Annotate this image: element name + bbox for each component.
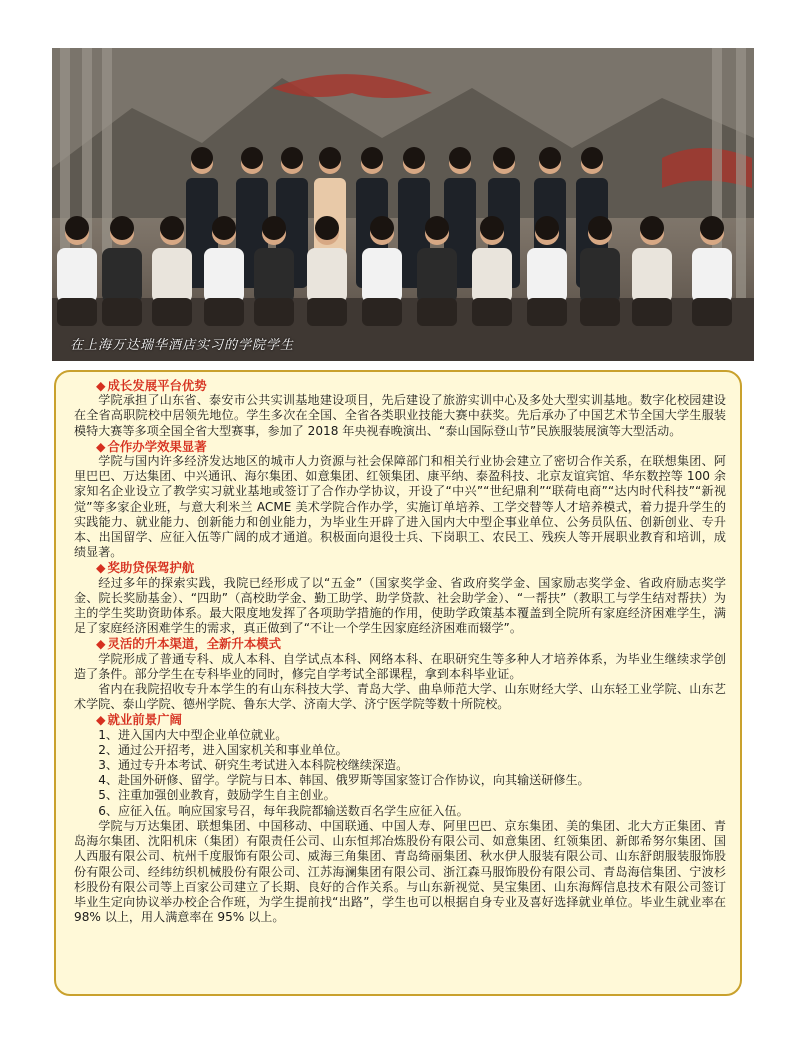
person-hair — [319, 147, 341, 169]
person-hair — [65, 216, 89, 240]
list-item: 5、注重加强创业教育，鼓励学生自主创业。 — [98, 788, 336, 803]
group-photo — [52, 48, 754, 361]
person-hair — [160, 216, 184, 240]
person-hair — [361, 147, 383, 169]
person-hair — [539, 147, 561, 169]
section-paragraph: 省内在我院招收专升本学生的有山东科技大学、青岛大学、曲阜师范大学、山东财经大学、山东轻工业学院、山东艺术学院、泰山学院、德州学院、鲁东大学、济南大学、济宁医学院等数十所院校。 — [74, 682, 726, 712]
person-hair — [493, 147, 515, 169]
person-hair — [212, 216, 236, 240]
list-item: 2、通过公开招考，进入国家机关和事业单位。 — [98, 742, 348, 757]
person-seated — [204, 248, 244, 303]
person-seated — [580, 248, 620, 303]
section-heading-cooperation: ◆ 合作办学效果显著 — [96, 438, 207, 454]
section-paragraph: 学院形成了普通专科、成人本科、自学试点本科、网络本科、在职研究生等多种人才培养体系，为毕业生继续求学创造了条件。部分学生在专科毕业的同时，修完自学考试全部课程，拿到本科毕业证。 — [74, 651, 726, 681]
person-seated — [307, 248, 347, 303]
person-legs — [362, 298, 402, 326]
person-hair — [403, 147, 425, 169]
person-seated — [417, 248, 457, 303]
person-seated — [692, 248, 732, 303]
group-photo-illustration — [52, 48, 754, 361]
person-seated — [102, 248, 142, 303]
person-hair — [449, 147, 471, 169]
list-item: 4、赴国外研修、留学。学院与日本、韩国、俄罗斯等国家签订合作协议，向其输送研修生。 — [98, 773, 590, 788]
person-seated — [362, 248, 402, 303]
person-hair — [700, 216, 724, 240]
section-paragraph: 学院与万达集团、联想集团、中国移动、中国联通、中国人寿、阿里巴巴、京东集团、美的集团、北大方正集团、青岛海尔集团、沈阳机床（集团）有限责任公司、山东恒邦冶炼股份有限公司、如意集团、红领集团、新郎希努尔集团、国人西服有限公司、杭州千度服饰有限公司、威海三角集团、青岛绮丽集团、秋水伊人服装有限公司、山东舒朗服装服饰股份有限公司、经纬纺织机械股份有限公司、江苏海澜集团有限公司、浙江森马服饰股份有限公司、青岛海信集团、宁波杉杉股份有限公司等上百家公司建立了长期、良好的合作关系。与山东新视觉、昊宝集团、山东海辉信息技术有限公司签订毕业生定向协议举办校企合作班，为学生提前找“出路”，学生也可以根据自身专业及喜好选择就业单位。毕业生就业率在 98% 以上，用人满意率在 95% 以上。 — [74, 818, 726, 925]
person-legs — [254, 298, 294, 326]
person-legs — [102, 298, 142, 326]
person-legs — [692, 298, 732, 326]
person-hair — [370, 216, 394, 240]
section-heading-platform: ◆ 成长发展平台优势 — [96, 378, 207, 393]
person-hair — [480, 216, 504, 240]
person-seated — [57, 248, 97, 303]
person-seated — [472, 248, 512, 303]
photo-caption: 在上海万达瑞华酒店实习的学院学生 — [70, 338, 295, 353]
person-hair — [262, 216, 286, 240]
diamond-icon: ◆ — [96, 560, 106, 576]
info-panel — [54, 370, 742, 996]
diamond-icon: ◆ — [96, 378, 106, 393]
person-seated — [254, 248, 294, 303]
person-hair — [640, 216, 664, 240]
section-heading-employment: ◆ 就业前景广阔 — [96, 712, 182, 728]
diamond-icon: ◆ — [96, 636, 106, 652]
list-item: 6、应征入伍。响应国家号召，每年我院都输送数百名学生应征入伍。 — [98, 803, 469, 818]
person-seated — [152, 248, 192, 303]
person-seated — [527, 248, 567, 303]
person-hair — [581, 147, 603, 169]
diamond-icon: ◆ — [96, 712, 106, 728]
person-hair — [535, 216, 559, 240]
person-legs — [632, 298, 672, 326]
person-legs — [204, 298, 244, 326]
person-legs — [527, 298, 567, 326]
person-legs — [580, 298, 620, 326]
person-legs — [417, 298, 457, 326]
person-hair — [110, 216, 134, 240]
person-hair — [425, 216, 449, 240]
list-item: 1、进入国内大中型企业单位就业。 — [98, 727, 288, 742]
person-seated — [632, 248, 672, 303]
diamond-icon: ◆ — [96, 438, 106, 454]
section-paragraph: 经过多年的探索实践，我院已经形成了以“五金”（国家奖学金、省政府奖学金、国家励志奖学金、省政府励志奖学金、院长奖励基金）、“四助”（高校助学金、勤工助学、助学贷款、社会助学金）、“一帮扶”（教职工与学生结对帮扶）为主的学生奖助资助体系。最大限度地发挥了各项助学措施的作用，使助学政策基本覆盖到全院所有家庭经济困难学生，满足了家庭经济困难学生的需求，真正做到了“不让一个学生因家庭经济困难而辍学”。 — [74, 575, 726, 636]
person-hair — [315, 216, 339, 240]
section-heading-scholarship: ◆ 奖助贷保驾护航 — [96, 560, 195, 576]
section-paragraph: 学院承担了山东省、泰安市公共实训基地建设项目，先后建设了旅游实训中心及多处大型实训基地。数字化校园建设在全省高职院校中居领先地位。学生多次在全国、全省各类职业技能大赛中获奖。先后承办了中国艺术节全国大学生服装模特大赛等多项全国全省大型赛事，参加了 2018 年央视春晚演出、“泰山国际登山节”民族服装展演等大型活动。 — [74, 393, 726, 438]
person-hair — [191, 147, 213, 169]
list-item: 3、通过专升本考试、研究生考试进入本科院校继续深造。 — [98, 758, 409, 773]
person-hair — [588, 216, 612, 240]
person-hair — [281, 147, 303, 169]
section-paragraph: 学院与国内许多经济发达地区的城市人力资源与社会保障部门和相关行业协会建立了密切合作关系，在联想集团、阿里巴巴、万达集团、中兴通讯、海尔集团、如意集团、红领集团、康平纳、泰盈科技、北京友谊宾馆、华东数控等 100 余家知名企业设立了教学实习就业基地或签订了合作办学协议，开设了“中兴”“世纪鼎利”“联荷电商”“达内时代科技”“新视觉”等多家企业班，与意大利米兰 ACME 美术学院合作办学，实施订单培养、工学交替等人才培养模式，着力提升学生的实践能力、就业能力、创新能力和创业能力，为毕业生开辟了进入国内大中型企事业单位、公务员队伍、创新创业、专升本、出国留学、应征入伍等广阔的成才通道。积极面向退役士兵、下岗职工、农民工、残疾人等开展职业教育和培训，成绩显著。 — [74, 454, 726, 560]
person-legs — [472, 298, 512, 326]
person-legs — [57, 298, 97, 326]
person-legs — [307, 298, 347, 326]
person-hair — [241, 147, 263, 169]
section-heading-upgrade: ◆ 灵活的升本渠道，全新升本模式 — [96, 636, 281, 652]
person-legs — [152, 298, 192, 326]
